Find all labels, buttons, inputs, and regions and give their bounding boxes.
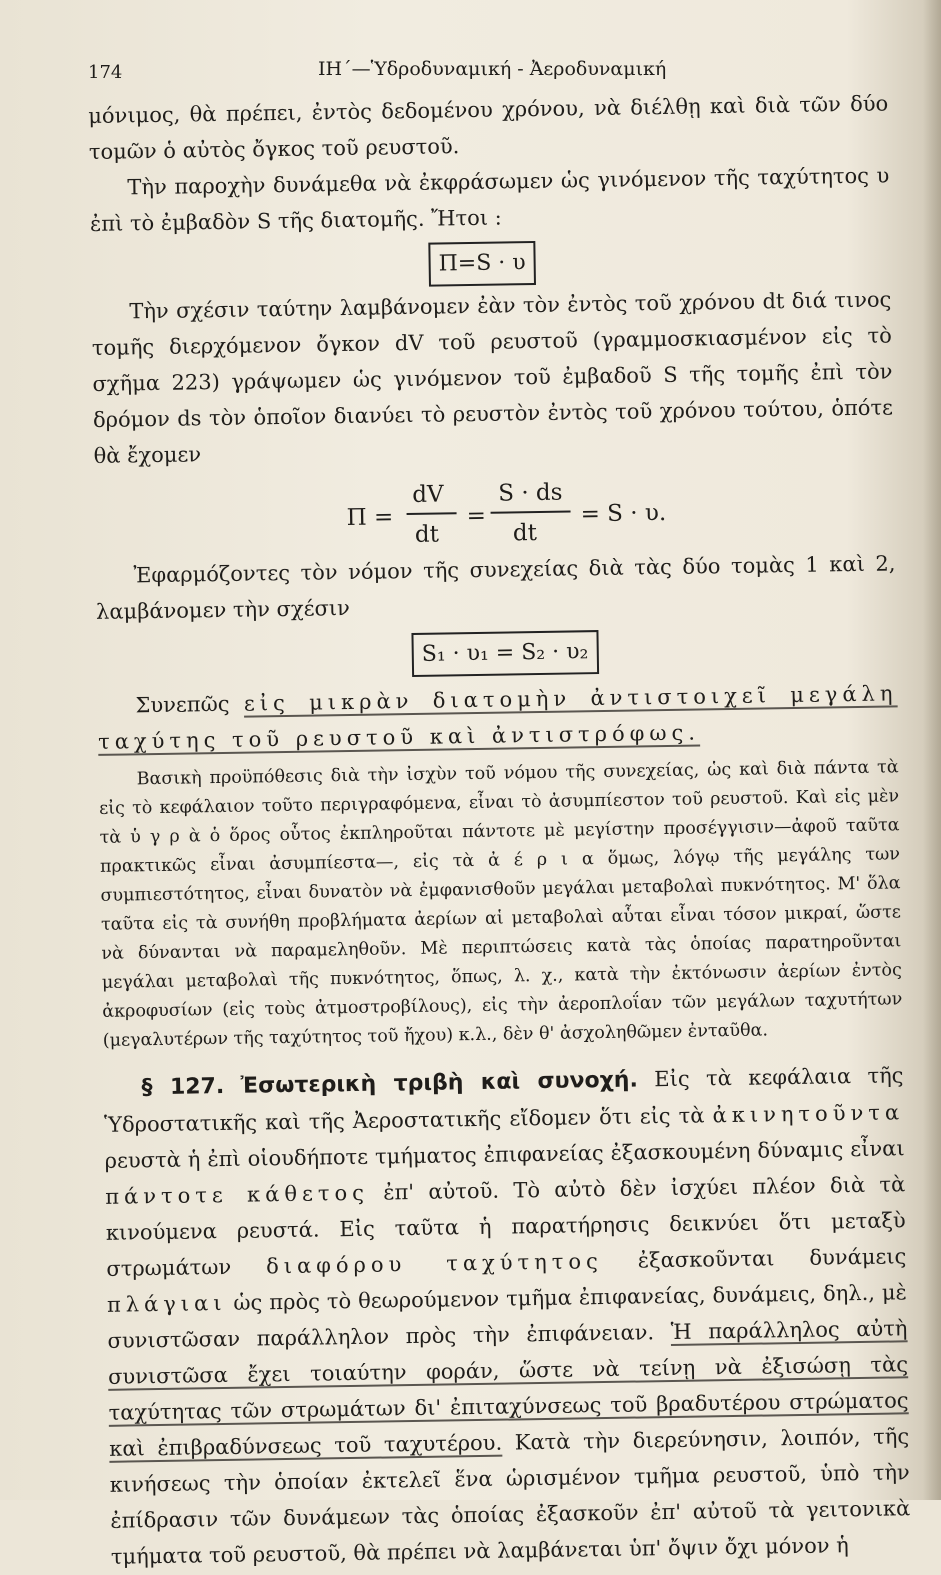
paragraph-5 <box>97 675 898 760</box>
fraction1-bar <box>407 512 457 515</box>
paragraph-5-emphasis: εἰς μικρὰν διατομὴν ἀντιστοιχεῖ μεγάλη ταχύτης τοῦ ρευστοῦ καὶ ἀντιστρόφως. <box>97 681 898 754</box>
boxed-formula-discharge: Π=S · υ <box>428 241 536 287</box>
section-text-d: ἐξασκοῦνται δυνάμεις <box>637 1244 907 1273</box>
paragraph-5-lead: Συνεπῶς <box>135 691 230 718</box>
section-text-e: ὡς πρὸς τὸ θεωρούμενον τμῆμα ἐπιφανείας, δυνάμεις, δηλ., μὲ συνιστῶσαν παράλληλον πρὸς τὴν ἐπιφάνειαν. <box>107 1280 908 1353</box>
fraction2-denominator: dt <box>512 520 538 547</box>
section-text-a: Εἰς τὰ κεφάλαια τῆς Ὑδροστατικῆς καὶ τῆς Ἀεροστατικῆς εἴδομεν ὅτι εἰς τὰ <box>103 1063 904 1137</box>
section-text-f: Κατὰ τὴν διερεύνησιν, λοιπόν, τῆς κινήσεως τὴν ὁποίαν ἐκτελεῖ ἕνα ὡρισμένον τμῆμα ρευστοῦ, ὑπὸ τὴν ἐπίδρασιν τῶν δυνάμεων τὰς ὁποίας ἐξασκοῦν ἐπ' αὐτοῦ τὰ γειτονικὰ τμήματα τοῦ ρευστοῦ, θὰ πρέπει νὰ λαμβάνεται ὑπ' ὄψιν ὄχι μόνον ἡ <box>109 1424 911 1569</box>
paragraph-4: Ἐφαρμόζοντες τὸν νόμον τῆς συνεχείας διὰ τὰς δύο τομὰς 1 καὶ 2, λαμβάνομεν τὴν σχέσιν <box>95 551 896 624</box>
equation-suffix: = S · υ. <box>580 499 667 528</box>
page-edge-shadow <box>923 0 941 1500</box>
section-spaced-d: πλάγιαι <box>106 1290 227 1317</box>
fraction-equation <box>94 467 895 558</box>
page-number: 174 <box>88 62 123 83</box>
running-title: ΙΗ΄—Ὑδροδυναμική - Ἀεροδυναμική <box>318 58 667 80</box>
fraction1-numerator: dV <box>412 481 444 508</box>
footnote-paragraph: Βασικὴ προϋπόθεσις διὰ τὴν ἰσχὺν τοῦ νόμου τῆς συνεχείας, ὡς καὶ διὰ πάντα τὰ εἰς τὸ κεφάλαιον τοῦτο περιγραφόμενα, εἶναι τὸ ἀσυμπίεστον τοῦ ρευστοῦ. Καὶ εἰς μὲν τὰ ὑ γ ρ ὰ ὁ ὅρος οὗτος ἐκπληροῦται πάντοτε μὲ μεγίστην προσέγγισιν—ἀφοῦ ταῦτα πρακτικῶς εἶναι ἀσυμπίεστα—, εἰς τὰ ἀ έ ρ ι α ὅμως, λόγῳ τῆς μεγάλης των συμπιεστότητος, εἶναι δυνατὸν νὰ ἐμφανισθοῦν μεγάλαι μεταβολαὶ πυκνότητος. Μ' ὅλα ταῦτα εἰς τὰ συνήθη προβλήματα ἀερίων αἱ μεταβολαὶ αὗται εἶναι τόσον μικραί, ὥστε νὰ δύνανται νὰ παραμεληθοῦν. Μὲ περιπτώσεις κατὰ τὰς ὁποίας παρατηροῦνται μεγάλαι μεταβολαὶ τῆς πυκνότητος, ὅπως, λ. χ., κατὰ τὴν ἐκτόνωσιν ἀερίων ἐντὸς ἀκροφυσίων (εἰς τοὺς ἀτμοστροβίλους), εἰς τὴν ἀεροπλοΐαν τῶν μεγάλων ταχυτήτων (μεγαλυτέρων τῆς ταχύτητος τοῦ ἤχου) κ.λ., δὲν θ' ἀσχοληθῶμεν ἐνταῦθα. <box>99 757 903 1051</box>
page-body <box>88 85 911 1574</box>
section-text-c: ἐπ' αὐτοῦ. Τὸ αὐτὸ δὲν ἰσχύει πλέον διὰ τὰ κινούμενα ρευστά. Εἰς ταῦτα ἡ παρατήρησις δεικνύει ὅτι μεταξὺ στρωμάτων <box>105 1172 906 1281</box>
section-title: Ἐσωτερικὴ τριβὴ καὶ συνοχή. <box>240 1067 639 1099</box>
fraction2-numerator: S · ds <box>498 479 563 507</box>
equals-sign: = <box>466 502 487 530</box>
paragraph-1: μόνιμος, θὰ πρέπει, ἐντὸς δεδομένου χρόνου, νὰ διέλθῃ καὶ διὰ τῶν δύο τομῶν ὁ αὐτὸς ὄγκος τοῦ ρευστοῦ. <box>88 91 889 164</box>
page-header <box>88 58 888 88</box>
paragraph-3: Τὴν σχέσιν ταύτην λαμβάνομεν ἐὰν τὸν ἐντὸς τοῦ χρόνου dt διά τινος τομῆς διερχόμενον ὄγκον dV τοῦ ρευστοῦ (γραμμοσκιασμένον εἰς τὸ σχῆμα 223) γράψωμεν ὡς γινόμενον τοῦ ἐμβαδοῦ S τῆς τομῆς ἐπὶ τὸν δρόμον ds τὸν ὁποῖον διανύει τὸ ρευστὸν ἐντὸς τοῦ χρόνου τούτου, ὁπότε θὰ ἔχομεν <box>91 287 894 468</box>
fraction2-bar <box>491 510 571 513</box>
boxed-formula-continuity: S₁ · υ₁ = S₂ · υ₂ <box>411 630 598 677</box>
section-127 <box>103 1057 911 1575</box>
section-text-b: ρευστὰ ἡ ἐπὶ οἱουδήποτε τμήματος ἐπιφανείας ἐξασκουμένη δύναμις εἶναι <box>104 1136 905 1173</box>
paragraph-2: Τὴν παροχὴν δυνάμεθα νὰ ἐκφράσωμεν ὡς γινόμενον τῆς ταχύτητος υ ἐπὶ τὸ ἐμβαδὸν S τῆς διατομῆς. Ἤτοι : <box>89 163 890 236</box>
section-spaced-a: ἀκινητοῦντα <box>712 1100 905 1128</box>
section-underlined-sentence: Ἡ παράλληλος αὐτὴ συνιστῶσα ἔχει τοιαύτην φοράν, ὥστε νὰ τείνῃ νὰ ἐξισώσῃ τὰς ταχύτητας τῶν στρωμάτων δι' ἐπιταχύνσεως τοῦ βραδυτέρου στρώματος καὶ ἐπιβραδύνσεως τοῦ ταχυτέρου. <box>107 1316 909 1461</box>
fraction1-denominator: dt <box>414 521 440 548</box>
equation-prefix: Π = <box>346 504 394 531</box>
section-spaced-c: διαφόρου ταχύτητος <box>265 1249 603 1279</box>
section-spaced-b: πάντοτε κάθετος <box>105 1180 370 1209</box>
section-number: § 127. <box>141 1073 225 1101</box>
